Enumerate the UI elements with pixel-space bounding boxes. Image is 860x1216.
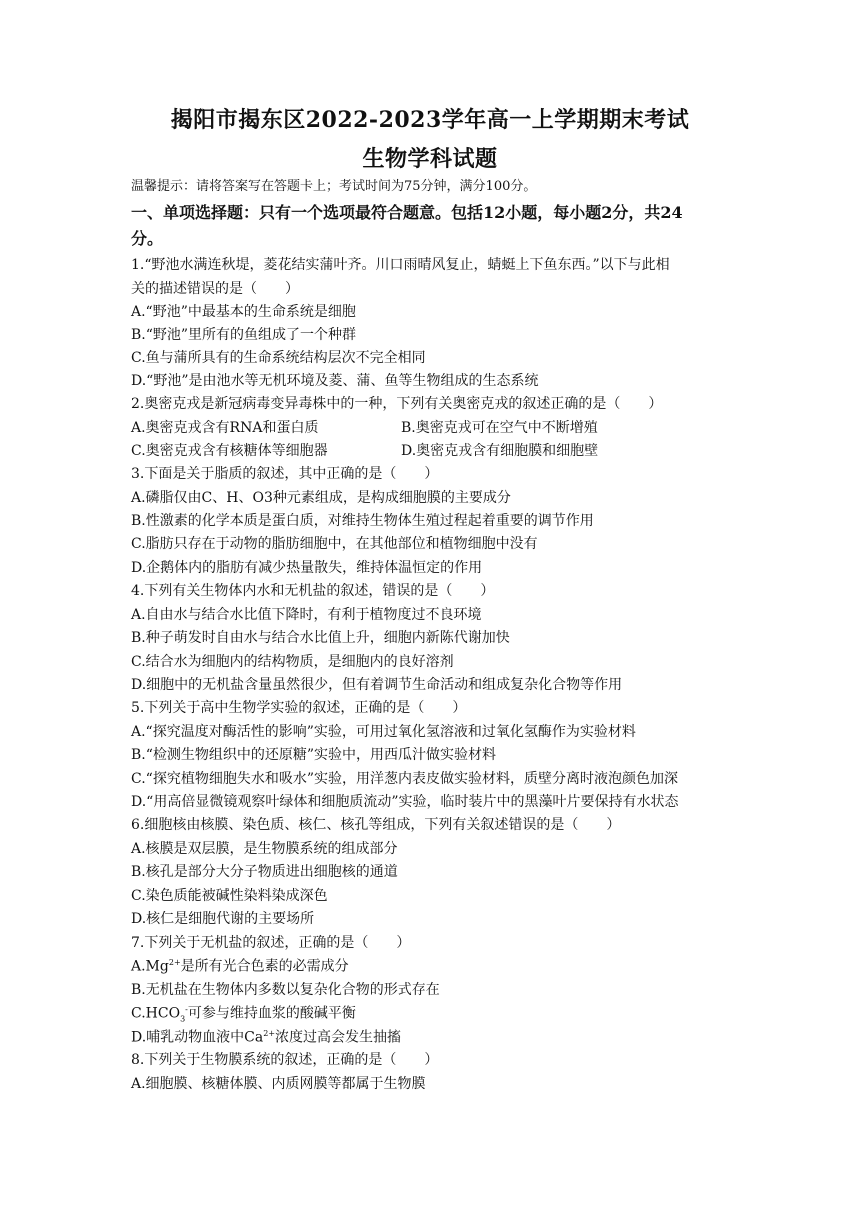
option-b: B.奥密克戎可在空气中不断增殖 [401, 420, 598, 436]
question-stem: 6.细胞核由核膜、染色质、核仁、核孔等组成，下列有关叙述错误的是（ ） [131, 817, 621, 833]
option-b: B.“检测生物组织中的还原糖”实验中，用西瓜汁做实验材料 [131, 747, 497, 763]
option-a-text: A.Mg [131, 958, 169, 975]
section-heading: 一、单项选择题：只有一个选项最符合题意。包括12小题，每小题2分，共24 [131, 203, 683, 222]
option-c: C.“探究植物细胞失水和吸水”实验，用洋葱内表皮做实验材料，质壁分离时液泡颜色加深 [131, 771, 678, 787]
option-c: C.奥密克戎含有核糖体等细胞器 [131, 443, 328, 459]
option-a: A.自由水与结合水比值下降时，有利于植物度过不良环境 [131, 607, 482, 623]
option-a [131, 959, 349, 974]
question-stem-cont: 关的描述错误的是（ ） [131, 281, 299, 297]
option-c-text: C.HCO [131, 1005, 181, 1022]
option-c: C.结合水为细胞内的结构物质，是细胞内的良好溶剂 [131, 654, 454, 670]
ion-charge: 2+ [168, 958, 181, 967]
option-d [131, 1030, 401, 1045]
question-stem: 2.奥密克戎是新冠病毒变异毒株中的一种，下列有关奥密克戎的叙述正确的是（ ） [131, 396, 663, 412]
section-heading-cont: 分。 [131, 229, 164, 248]
ion-charge: 2+ [263, 1029, 276, 1038]
option-c-text-cont: 可参与维持血浆的酸碱平衡 [187, 1005, 356, 1022]
option-b: B.性激素的化学本质是蛋白质，对维持生物体生殖过程起着重要的调节作用 [131, 513, 594, 529]
option-d: D.细胞中的无机盐含量虽然很少，但有着调节生命活动和组成复杂化合物等作用 [131, 677, 623, 693]
question-stem: 7.下列关于无机盐的叙述，正确的是（ ） [131, 935, 411, 951]
option-c: C.鱼与蒲所具有的生命系统结构层次不完全相同 [131, 350, 426, 366]
option-b: B.“野池”里所有的鱼组成了一个种群 [131, 327, 357, 343]
option-a: A.核膜是双层膜，是生物膜系统的组成部分 [131, 841, 398, 857]
option-c [131, 1006, 356, 1023]
option-d: D.“野池”是由池水等无机环境及菱、蒲、鱼等生物组成的生态系统 [131, 373, 539, 389]
option-c: C.脂肪只存在于动物的脂肪细胞中，在其他部位和植物细胞中没有 [131, 536, 538, 552]
ion-charge: - [185, 1005, 188, 1014]
option-c: C.染色质能被碱性染料染成深色 [131, 888, 328, 904]
exam-title: 揭阳市揭东区2022-2023学年高一上学期期末考试 [170, 107, 690, 133]
option-a: A.“探究温度对酶活性的影响”实验，可用过氧化氢溶液和过氧化氢酶作为实验材料 [131, 724, 636, 740]
subscript: 3 [180, 1014, 186, 1024]
option-a-text-cont: 是所有光合色素的必需成分 [180, 958, 349, 975]
option-d: D.“用高倍显微镜观察叶绿体和细胞质流动”实验，临时装片中的黑藻叶片要保持有水状态 [131, 794, 679, 810]
option-b: B.核孔是部分大分子物质进出细胞核的通道 [131, 864, 398, 880]
exam-subtitle: 生物学科试题 [362, 146, 498, 172]
option-a: A.奥密克戎含有RNA和蛋白质 [131, 420, 319, 436]
option-d: D.企鹅体内的脂肪有减少热量散失，维持体温恒定的作用 [131, 560, 483, 576]
option-d: D.核仁是细胞代谢的主要场所 [131, 911, 315, 927]
option-a: A.磷脂仅由C、H、O3种元素组成，是构成细胞膜的主要成分 [131, 490, 511, 506]
question-stem: 1.“野池水满连秋堤，菱花结实蒲叶齐。川口雨晴风复止，蜻蜓上下鱼东西。”以下与此相 [131, 257, 670, 273]
option-b: B.种子萌发时自由水与结合水比值上升，细胞内新陈代谢加快 [131, 630, 510, 646]
question-stem: 5.下列关于高中生物学实验的叙述，正确的是（ ） [131, 700, 467, 716]
question-stem: 4.下列有关生物体内水和无机盐的叙述，错误的是（ ） [131, 583, 495, 599]
question-stem: 3.下面是关于脂质的叙述，其中正确的是（ ） [131, 466, 439, 482]
exam-notice: 温馨提示：请将答案写在答题卡上；考试时间为75分钟，满分100分。 [131, 179, 537, 194]
question-stem: 8.下列关于生物膜系统的叙述，正确的是（ ） [131, 1052, 439, 1068]
option-d-text-cont: 浓度过高会发生抽搐 [275, 1029, 402, 1046]
option-d: D.奥密克戎含有细胞膜和细胞壁 [401, 443, 599, 459]
option-a: A.细胞膜、核糖体膜、内质网膜等都属于生物膜 [131, 1076, 426, 1092]
option-d-text: D.哺乳动物血液中Ca [131, 1029, 264, 1046]
option-b: B.无机盐在生物体内多数以复杂化合物的形式存在 [131, 982, 440, 998]
option-a: A.“野池”中最基本的生命系统是细胞 [131, 304, 356, 320]
